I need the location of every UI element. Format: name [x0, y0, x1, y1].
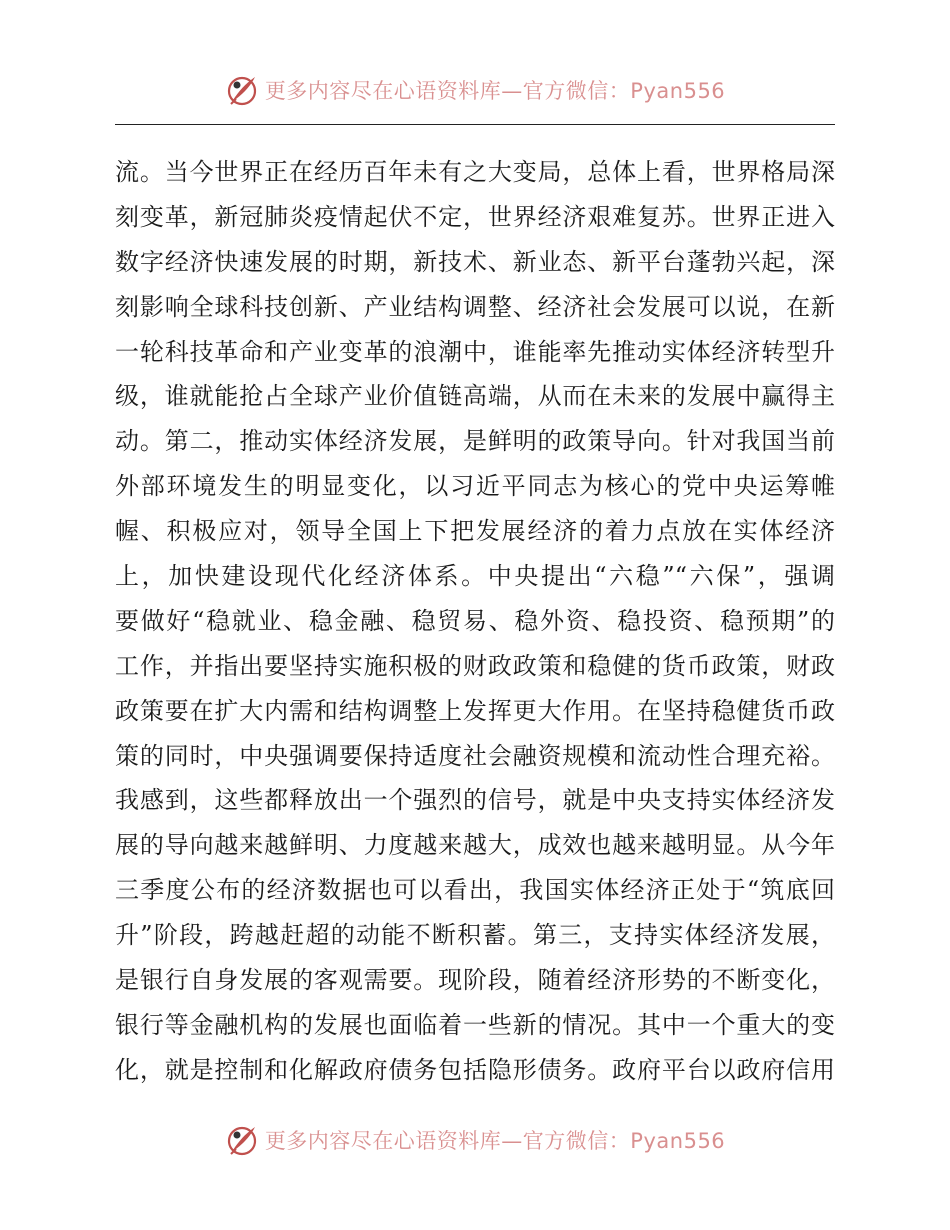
- body-line: 刻变革，新冠肺炎疫情起伏不定，世界经济艰难复苏。世界正进入: [115, 202, 835, 231]
- body-line: 级，谁就能抢占全球产业价值链高端，从而在未来的发展中赢得主: [115, 382, 835, 411]
- document-body: [115, 150, 835, 1093]
- body-line: 是银行自身发展的客观需要。现阶段，随着经济形势的不断变化，: [115, 966, 835, 995]
- feather-pen-logo-icon: [225, 73, 259, 107]
- body-line: 流。当今世界正在经历百年未有之大变局，总体上看，世界格局深: [115, 158, 835, 186]
- feather-pen-logo-icon: [225, 1123, 259, 1157]
- header-divider: [115, 124, 835, 125]
- body-line: 三季度公布的经济数据也可以看出，我国实体经济正处于“筑底回: [115, 876, 835, 905]
- body-line: 动。第二，推动实体经济发展，是鲜明的政策导向。针对我国当前: [115, 427, 835, 456]
- body-line: 上，加快建设现代化经济体系。中央提出“六稳”“六保”，强调: [115, 562, 835, 591]
- body-line: 外部环境发生的明显变化，以习近平同志为核心的党中央运筹帷: [115, 472, 835, 501]
- body-line: 要做好“稳就业、稳金融、稳贸易、稳外资、稳投资、稳预期”的: [115, 606, 835, 635]
- body-line: 一轮科技革命和产业变革的浪潮中，谁能率先推动实体经济转型升: [115, 337, 835, 366]
- body-line: 工作，并指出要坚持实施积极的财政政策和稳健的货币政策，财政: [115, 651, 835, 680]
- footer-watermark-text: 更多内容尽在心语资料库—官方微信：Pyan556: [264, 1129, 726, 1153]
- body-line: 升”阶段，跨越赶超的动能不断积蓄。第三，支持实体经济发展，: [115, 921, 835, 950]
- body-line: 刻影响全球科技创新、产业结构调整、经济社会发展可以说，在新: [115, 292, 835, 321]
- body-line: 化，就是控制和化解政府债务包括隐形债务。政府平台以政府信用: [115, 1055, 835, 1084]
- body-line: 幄、积极应对，领导全国上下把发展经济的着力点放在实体经济: [115, 517, 835, 546]
- body-line: 政策要在扩大内需和结构调整上发挥更大作用。在坚持稳健货币政: [115, 696, 835, 725]
- body-line: 银行等金融机构的发展也面临着一些新的情况。其中一个重大的变: [115, 1010, 835, 1039]
- body-line: 我感到，这些都释放出一个强烈的信号，就是中央支持实体经济发: [115, 786, 835, 815]
- body-line: 展的导向越来越鲜明、力度越来越大，成效也越来越明显。从今年: [115, 831, 835, 860]
- body-line: 策的同时，中央强调要保持适度社会融资规模和流动性合理充裕。: [115, 741, 835, 770]
- footer-watermark: [0, 1120, 950, 1160]
- header-watermark: [0, 70, 950, 110]
- header-watermark-text: 更多内容尽在心语资料库—官方微信：Pyan556: [264, 79, 726, 103]
- body-line: 数字经济快速发展的时期，新技术、新业态、新平台蓬勃兴起，深: [115, 247, 835, 276]
